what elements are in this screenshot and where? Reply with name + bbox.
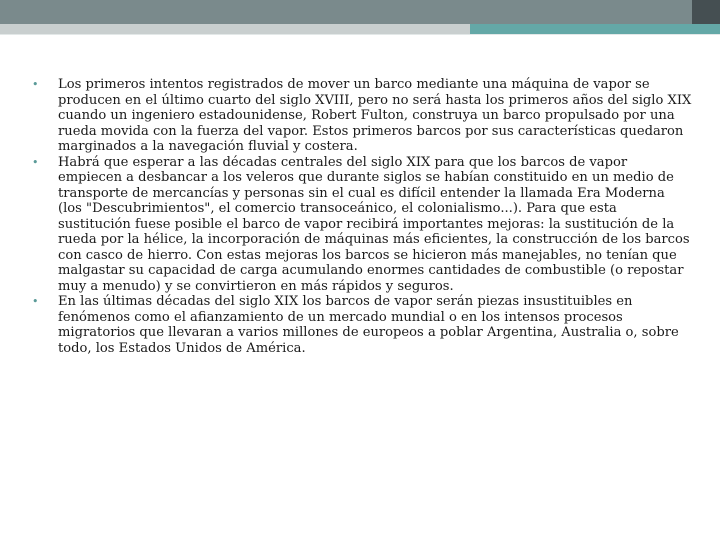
bullet-text-1: Los primeros intentos registrados de mover un barco mediante una máquina de vapor se producen en el último cuarto del siglo XVIII, pero no será hasta los primeros años del siglo XIX cuando un ingeniero estadounidense, Robert Fulton, construya un barco propulsado por una rueda movida con la fuerza del vapor. Estos primeros barcos por sus características quedaron marginados a la navegación fluvial y costera. (58, 77, 692, 154)
bullet-dot-icon: • (32, 155, 39, 169)
bullet-text-3: En las últimas décadas del siglo XIX los barcos de vapor serán piezas insustituibles en fenómenos como el afianzamiento de un mercado mundial o en los intensos procesos migratorios que llevaran a varios millones de europeos a poblar Argentina, Australia o, sobre todo, los Estados Unidos de América. (58, 294, 679, 356)
bullet-list (26, 77, 692, 356)
bullet-item-3 (26, 294, 692, 356)
bullet-text-2: Habrá que esperar a las décadas centrales del siglo XIX para que los barcos de vapor empiecen a desbancar a los veleros que durante siglos se habían constituido en un medio de transporte de mercancías y personas sin el cual es difícil entender la llamada Era Moderna (los "Descubrimientos", el comercio transoceánico, el colonialismo...). Para que esta sustitución fuese posible el barco de vapor recibirá importantes mejoras: la sustitución de la rueda por la hélice, la incorporación de máquinas más eficientes, la construcción de los barcos con casco de hierro. Con estas mejoras los barcos se hicieron más manejables, no tenían que malgastar su capacidad de carga acumulando enormes cantidades de combustible (o repostar muy a menudo) y se convirtieron en más rápidos y seguros. (58, 154, 690, 294)
slide-body (26, 77, 692, 356)
bullet-dot-icon: • (32, 295, 39, 308)
bullet-dot-icon: • (32, 78, 39, 91)
accent-bar (0, 24, 720, 34)
accent-bar-gray (0, 24, 470, 34)
header-corner-block (692, 0, 720, 24)
bullet-item-2 (26, 155, 692, 295)
slide-header-band (0, 0, 720, 24)
accent-bar-divider (0, 34, 720, 35)
bullet-item-1 (26, 77, 692, 155)
